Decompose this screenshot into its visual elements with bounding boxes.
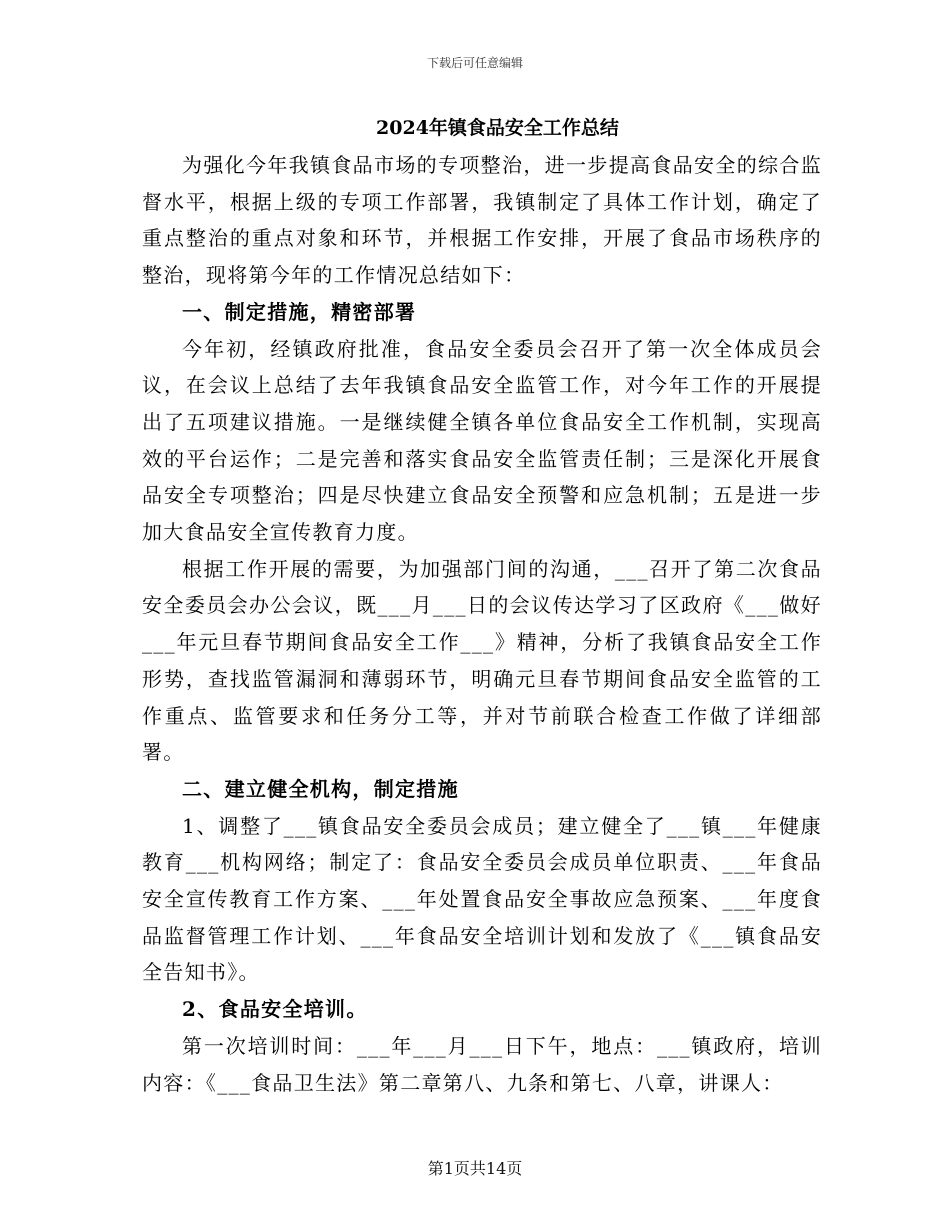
- body-paragraph: 1、调整了___镇食品安全委员会成员；建立健全了___镇___年健康教育___机构网络；制定了：食品安全委员会成员单位职责、___年食品安全宣传教育工作方案、___年处置食品安全事故应急预案、___年度食品监督管理工作计划、___年食品安全培训计划和发放了《___镇食品安全告知书》。: [142, 813, 822, 985]
- header-note: 下载后可任意编辑: [426, 56, 523, 70]
- body-paragraph: 今年初，经镇政府批准，食品安全委员会召开了第一次全体成员会议，在会议上总结了去年我镇食品安全监管工作，对今年工作的开展提出了五项建议措施。一是继续健全镇各单位食品安全工作机制，实现高效的平台运作；二是完善和落实食品安全监管责任制；三是深化开展食品安全专项整治；四是尽快建立食品安全预警和应急机制；五是进一步加大食品安全宣传教育力度。: [142, 336, 822, 545]
- document-body: [142, 147, 822, 1101]
- body-paragraph: 第一次培训时间：___年___月___日下午，地点：___镇政府，培训内容：《___食品卫生法》第二章第八、九条和第七、八章，讲课人：: [142, 1033, 822, 1095]
- section-heading-1: 一、制定措施，精密部署: [182, 299, 417, 324]
- section-heading-2: 二、建立健全机构，制定措施: [182, 776, 459, 801]
- document-title: 2024年镇食品安全工作总结: [376, 117, 619, 139]
- subsection-heading: 2、食品安全培训。: [182, 997, 368, 1022]
- intro-paragraph: 为强化今年我镇食品市场的专项整治，进一步提高食品安全的综合监督水平，根据上级的专项工作部署，我镇制定了具体工作计划，确定了重点整治的重点对象和环节，并根据工作安排，开展了食品市场秩序的整治，现将第今年的工作情况总结如下：: [142, 153, 822, 288]
- page-number-footer: 第1页共14页: [427, 1159, 523, 1178]
- body-paragraph: 根据工作开展的需要，为加强部门间的沟通，___召开了第二次食品安全委员会办公会议，既___月___日的会议传达学习了区政府《___做好___年元旦春节期间食品安全工作___》精神，分析了我镇食品安全工作形势，查找监管漏洞和薄弱环节，明确元旦春节期间食品安全监管的工作重点、监管要求和任务分工等，并对节前联合检查工作做了详细部署。: [142, 556, 822, 765]
